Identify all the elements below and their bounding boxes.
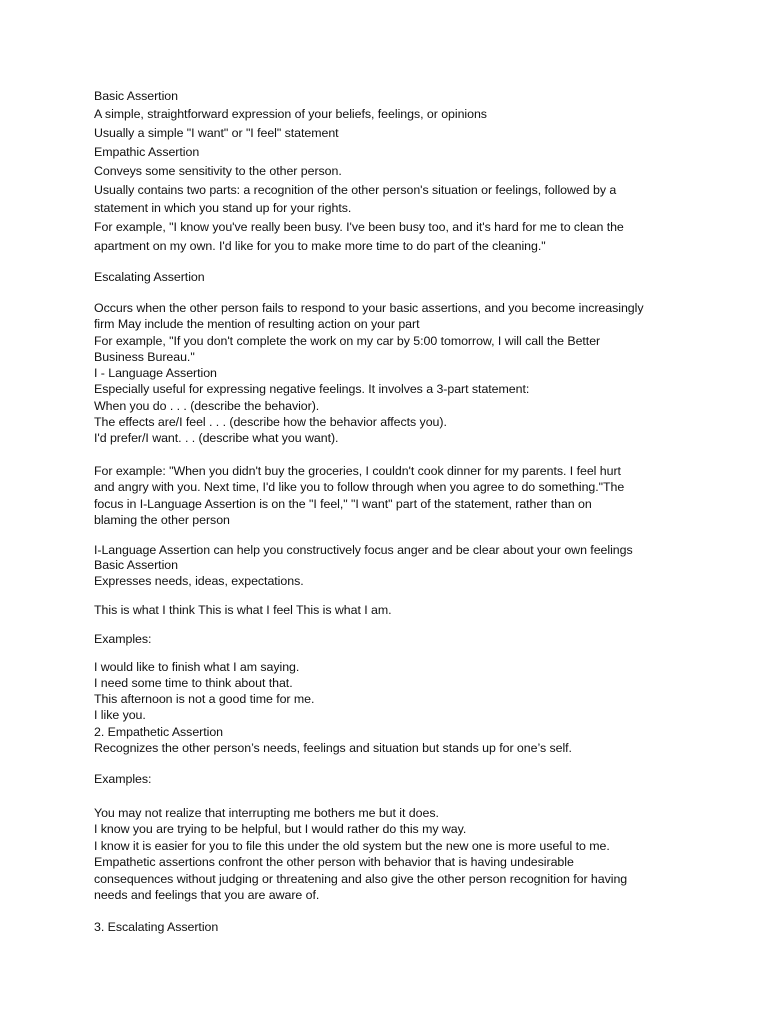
- example-line: This afternoon is not a good time for me.: [94, 692, 315, 706]
- text-line: Empathetic assertions confront the other person with behavior that is having undesirable: [94, 855, 574, 869]
- text-line: I-Language Assertion can help you constructively focus anger and be clear about your own feelings: [94, 543, 633, 557]
- text-line: apartment on my own. I'd like for you to make more time to do part of the cleaning.": [94, 239, 546, 253]
- text-line: For example: "When you didn't buy the groceries, I couldn't cook dinner for my parents. I feel hurt: [94, 464, 621, 478]
- text-line: Usually contains two parts: a recognition of the other person's situation or feelings, followed by a: [94, 183, 617, 197]
- text-line: A simple, straightforward expression of your beliefs, feelings, or opinions: [94, 107, 487, 121]
- example-line: You may not realize that interrupting me bothers me but it does.: [94, 806, 439, 820]
- text-line: focus in I-Language Assertion is on the "I feel," "I want" part of the statement, rather than on: [94, 497, 592, 511]
- text-line: The effects are/I feel . . . (describe how the behavior affects you).: [94, 415, 447, 429]
- heading-empathic-assertion: Empathic Assertion: [94, 145, 200, 159]
- text-line: I'd prefer/I want. . . (describe what you want).: [94, 431, 339, 445]
- text-line: Recognizes the other person’s needs, feelings and situation but stands up for one’s self.: [94, 741, 572, 755]
- text-line: statement in which you stand up for your rights.: [94, 201, 352, 215]
- text-line: When you do . . . (describe the behavior).: [94, 399, 320, 413]
- heading-examples-2: Examples:: [94, 772, 152, 786]
- text-line: This is what I think This is what I feel This is what I am.: [94, 603, 392, 617]
- example-line: I know it is easier for you to file this under the old system but the new one is more useful to me.: [94, 839, 610, 853]
- heading-empathetic-assertion: 2. Empathetic Assertion: [94, 725, 224, 739]
- heading-basic-assertion: Basic Assertion: [94, 89, 178, 103]
- example-line: I would like to finish what I am saying.: [94, 660, 300, 674]
- text-line: For example, "I know you've really been busy. I've been busy too, and it's hard for me to clean the: [94, 220, 624, 234]
- text-line: Conveys some sensitivity to the other person.: [94, 164, 342, 178]
- text-line: needs and feelings that you are aware of.: [94, 888, 320, 902]
- heading-escalating-assertion-2: 3. Escalating Assertion: [94, 920, 219, 934]
- example-line: I like you.: [94, 708, 146, 722]
- heading-examples: Examples:: [94, 632, 152, 646]
- example-line: I need some time to think about that.: [94, 676, 293, 690]
- text-line: firm May include the mention of resulting action on your part: [94, 317, 420, 331]
- text-line: Especially useful for expressing negative feelings. It involves a 3-part statement:: [94, 382, 530, 396]
- heading-escalating-assertion: Escalating Assertion: [94, 270, 205, 284]
- heading-basic-assertion-2: Basic Assertion: [94, 558, 178, 572]
- heading-i-language-assertion: I - Language Assertion: [94, 366, 217, 380]
- text-line: For example, "If you don't complete the work on my car by 5:00 tomorrow, I will call the Better: [94, 334, 601, 348]
- text-line: Usually a simple "I want" or "I feel" statement: [94, 126, 339, 140]
- example-line: I know you are trying to be helpful, but I would rather do this my way.: [94, 822, 467, 836]
- text-line: Expresses needs, ideas, expectations.: [94, 574, 304, 588]
- text-line: blaming the other person: [94, 513, 230, 527]
- text-line: consequences without judging or threatening and also give the other person recognition for having: [94, 872, 628, 886]
- text-line: Business Bureau.": [94, 350, 195, 364]
- text-line: and angry with you. Next time, I'd like you to follow through when you agree to do something."The: [94, 480, 625, 494]
- text-line: Occurs when the other person fails to respond to your basic assertions, and you become increasingly: [94, 301, 644, 315]
